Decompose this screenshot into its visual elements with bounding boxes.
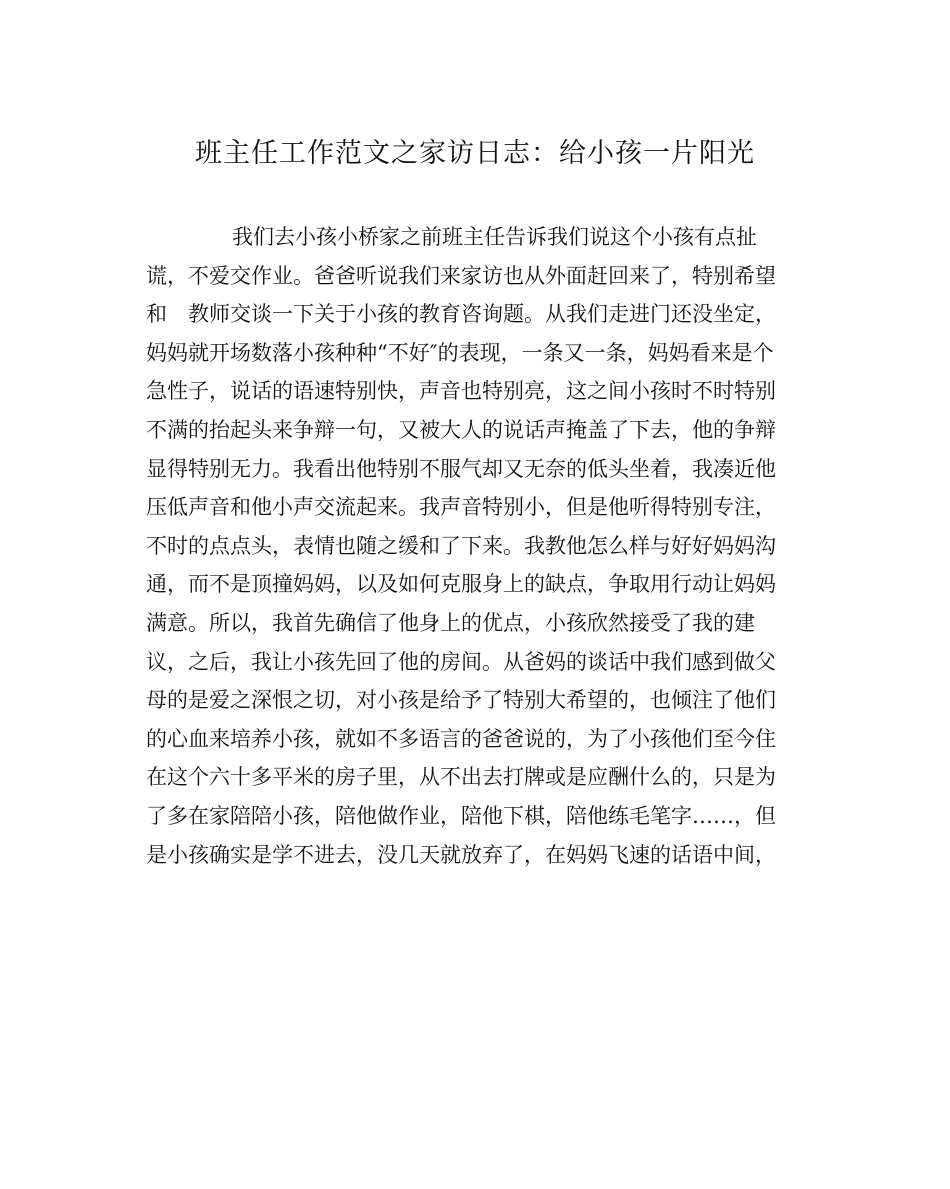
paragraph-line: 不时的点点头，表情也随之缓和了下来。我教他怎么样与好好妈妈沟 <box>146 533 776 558</box>
paragraph-line: 了多在家陪陪小孩，陪他做作业，陪他下棋，陪他练毛笔字……，但 <box>146 803 776 828</box>
document-title: 班主任工作范文之家访日志：给小孩一片阳光 <box>195 138 755 169</box>
paragraph-line: 压低声音和他小声交流起来。我声音特别小，但是他听得特别专注， <box>146 495 776 520</box>
paragraph-line: 我们去小孩小桥家之前班主任告诉我们说这个小孩有点扯 <box>232 225 757 249</box>
paragraph-line: 议，之后，我让小孩先回了他的房间。从爸妈的谈话中我们感到做父 <box>146 649 776 674</box>
document-body <box>146 218 811 874</box>
paragraph-line: 是小孩确实是学不进去，没几天就放弃了，在妈妈飞速的话语中间， <box>146 842 776 867</box>
paragraph-line: 和 教师交谈一下关于小孩的教育咨询题。从我们走进门还没坐定， <box>146 302 776 327</box>
paragraph-line: 母的是爱之深恨之切，对小孩是给予了特别大希望的，也倾注了他们 <box>146 688 776 713</box>
paragraph-line: 妈妈就开场数落小孩种种“不好″的表现，一条又一条，妈妈看来是个 <box>146 340 774 365</box>
paragraph-line: 急性子，说话的语速特别快，声音也特别亮，这之间小孩时不时特别 <box>146 379 776 404</box>
paragraph-line: 在这个六十多平米的房子里，从不出去打牌或是应酬什么的，只是为 <box>146 765 776 790</box>
paragraph-line: 的心血来培养小孩，就如不多语言的爸爸说的，为了小孩他们至今住 <box>146 726 776 751</box>
paragraph-line: 通，而不是顶撞妈妈，以及如何克服身上的缺点，争取用行动让妈妈 <box>146 572 776 597</box>
paragraph-line: 谎，不爱交作业。爸爸听说我们来家访也从外面赶回来了，特别希望 <box>146 263 776 288</box>
paragraph-line: 不满的抬起头来争辩一句，又被大人的说话声掩盖了下去，他的争辩 <box>146 417 776 442</box>
paragraph-line: 满意。所以，我首先确信了他身上的优点，小孩欣然接受了我的建 <box>146 610 755 635</box>
paragraph-line: 显得特别无力。我看出他特别不服气却又无奈的低头坐着，我凑近他 <box>146 456 776 481</box>
